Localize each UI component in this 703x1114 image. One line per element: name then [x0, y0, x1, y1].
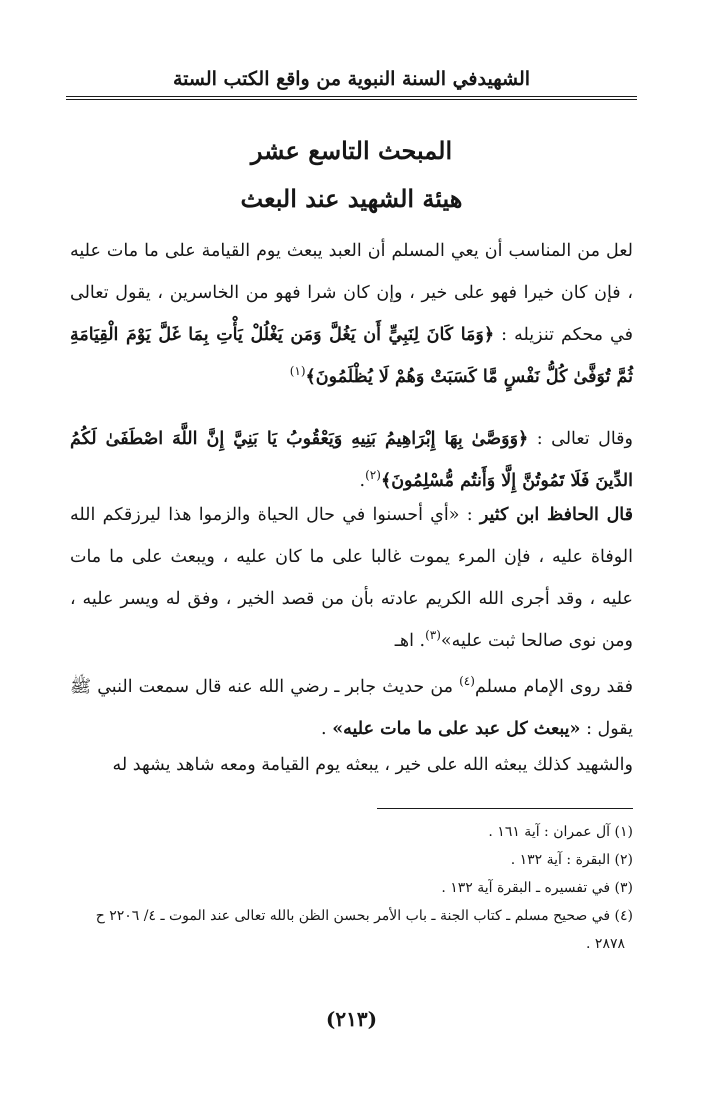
paragraph-end: . — [359, 471, 366, 491]
paragraph-end: . — [321, 719, 333, 739]
paragraph-end: . اهـ — [394, 631, 426, 651]
paragraph-ibn-kathir — [70, 494, 633, 662]
footnote-ref: (٣) — [425, 628, 441, 643]
paragraph-hadith — [70, 666, 633, 750]
quran-verse: ﴿وَوَصَّىٰ بِهَا إِبْرَاهِيمُ بَنِيهِ وَيَعْقُوبُ يَا بَنِيَّ إِنَّ اللَّهَ اصْطَفَىٰ لَكُمُ الدِّينَ فَلَا تَمُوتُنَّ إِلَّا وَأَنتُم مُّسْلِمُونَ﴾ — [70, 429, 633, 491]
paragraph-martyr — [70, 744, 633, 786]
footnote-4-text: (٤) في صحيح مسلم ـ كتاب الجنة ـ باب الأمر بحسن الظن بالله تعالى عند الموت ـ ٤/ ٢٢٠٦ ح — [95, 908, 633, 924]
paragraph-text: وقال تعالى : — [528, 429, 633, 449]
section-heading: المبحث التاسع عشر — [250, 136, 453, 165]
running-header — [66, 62, 637, 100]
quran-verse: ﴿وَمَا كَانَ لِنَبِيٍّ أَن يَغُلَّ وَمَن يَغْلُلْ يَأْتِ بِمَا غَلَّ يَوْمَ الْقِيَامَةِ ثُمَّ تُوَفَّىٰ كُلُّ نَفْسٍ مَّا كَسَبَتْ وَهُمْ لَا يُظْلَمُونَ﴾ — [70, 325, 633, 387]
footnote-4 — [70, 902, 633, 930]
page-number: (٢١٣) — [325, 1007, 378, 1031]
running-header-keyword: الشهيد — [477, 68, 531, 90]
paragraph-text: من حديث جابر ـ رضي الله عنه قال سمعت النبي ﷺ يقول : — [70, 677, 633, 739]
paragraph-verse-2 — [70, 418, 633, 502]
footnote-4-continuation: ٢٨٧٨ . — [586, 936, 625, 952]
footnote-1: (١) آل عمران : آية ١٦١ . — [488, 824, 633, 840]
paragraph-text: لعل من المناسب أن يعي المسلم أن العبد يبعث يوم القيامة على ما مات عليه ، فإن كان خيرا فهو على خير ، وإن كان شرا فهو من الخاسرين ، يقول تعالى في محكم تنزيله : — [70, 241, 633, 345]
quote-attribution: قال الحافظ ابن كثير — [479, 505, 633, 525]
footnote-divider — [377, 808, 633, 809]
paragraph-intro — [70, 230, 633, 398]
footnote-2: (٢) البقرة : آية ١٣٢ . — [510, 852, 633, 868]
paragraph-text: : «أي أحسنوا في حال الحياة والزموا هذا ليرزقكم الله الوفاة عليه ، فإن المرء يموت غالبا على ما كان عليه ، ويبعث على ما مات عليه ، وقد أجرى الله الكريم عادته بأن من قصد الخير ، وفق له ويسر عليه ، ومن نوى صالحا ثبت عليه» — [70, 505, 633, 651]
footnote-ref: (٤) — [459, 674, 475, 689]
running-header-title: في السنة النبوية من واقع الكتب الستة — [172, 68, 478, 90]
footnote-ref: (١) — [289, 364, 306, 379]
hadith-quote: «يبعث كل عبد على ما مات عليه» — [332, 719, 581, 739]
footnote-ref: (٢) — [365, 468, 381, 483]
paragraph-text: والشهيد كذلك يبعثه الله على خير ، يبعثه يوم القيامة ومعه شاهد يشهد له — [112, 755, 633, 775]
footnote-3: (٣) في تفسيره ـ البقرة آية ١٣٢ . — [441, 880, 633, 896]
paragraph-text: فقد روى الإمام مسلم — [474, 677, 633, 697]
subject-heading: هيئة الشهيد عند البعث — [240, 184, 463, 213]
footnotes — [70, 818, 633, 958]
